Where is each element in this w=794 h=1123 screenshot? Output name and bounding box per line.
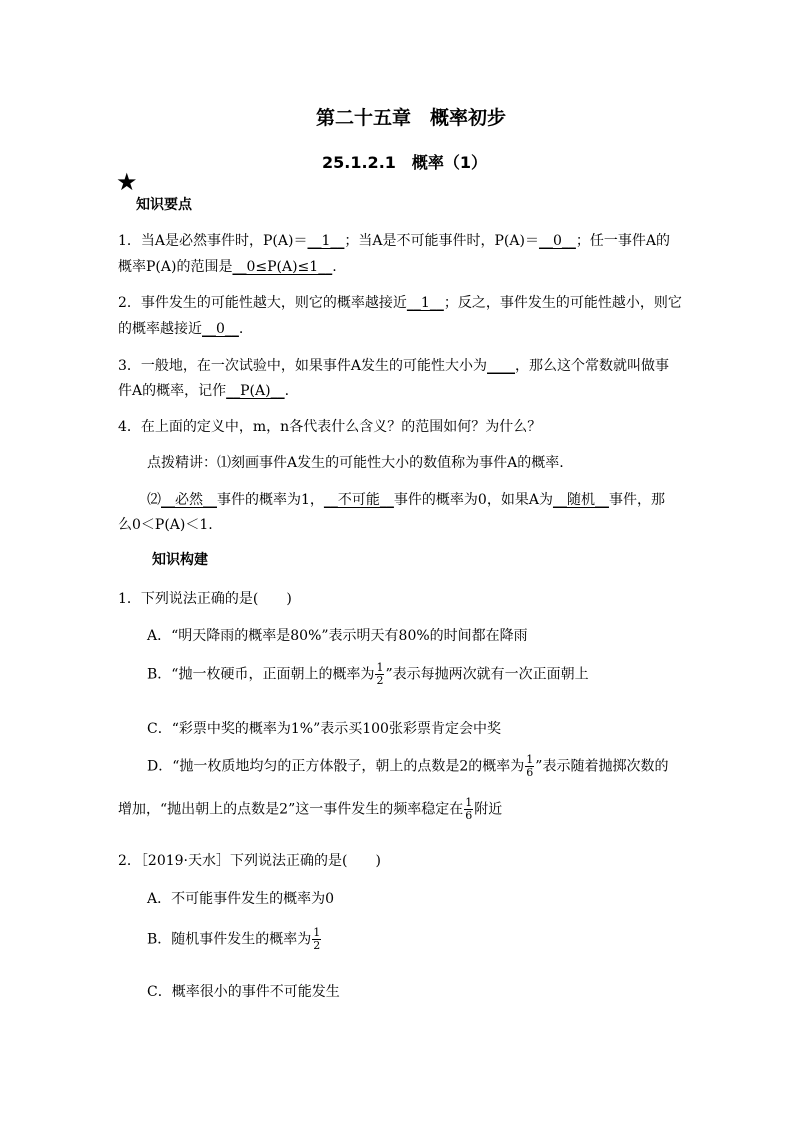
fraction-one-half: $\frac{1}{2}$ — [313, 926, 321, 952]
question-1-option-c: C．“彩票中奖的概率为1%”表示买100张彩票肯定会中奖 — [147, 721, 501, 737]
star-icon: ★ — [116, 168, 138, 196]
tip-line-2-cont: 么0＜P(A)＜1. — [118, 517, 213, 533]
knowledge-point-1-cont: 概率P(A)的范围是__0≤P(A)≤1__. — [118, 259, 337, 275]
question-2-option-b: B．随机事件发生的概率为 $\frac{1}{2}$ — [147, 926, 321, 952]
question-1-option-a: A．“明天降雨的概率是80%”表示明天有80%的时间都在降雨 — [147, 628, 528, 644]
knowledge-building-heading: 知识构建 — [152, 552, 208, 568]
knowledge-point-2: 2．事件发生的可能性越大，则它的概率越接近__1__；反之，事件发生的可能性越小，则它 — [118, 295, 682, 311]
question-1-stem: 1．下列说法正确的是( ) — [118, 591, 292, 607]
section-subtitle: 25.1.2.1 概率（1） — [322, 153, 488, 172]
fraction-one-sixth: $\frac{1}{6}$ — [526, 753, 534, 779]
question-1-option-d-cont: 增加，“抛出朝上的点数是2”这一事件发生的频率稳定在 $\frac{1}{6}$ 附近 — [118, 796, 503, 822]
question-1-option-d: D．“抛一枚质地均匀的正方体骰子，朝上的点数是2的概率为 $\frac{1}{6}$ ”表示随着抛掷次数的 — [147, 753, 669, 779]
knowledge-point-4: 4．在上面的定义中，m，n各代表什么含义？的范围如何？为什么？ — [118, 419, 542, 435]
fraction-one-half: $\frac{1}{2}$ — [376, 661, 384, 687]
knowledge-point-3-cont: 件A的概率，记作__P(A)__. — [118, 383, 290, 399]
fraction-one-sixth: $\frac{1}{6}$ — [465, 796, 473, 822]
tip-line-2: ⑵__必然__事件的概率为1，__不可能__事件的概率为0，如果A为__随机__事件，那 — [147, 492, 665, 508]
knowledge-point-1: 1．当A是必然事件时，P(A)＝__1__；当A是不可能事件时，P(A)＝__0__；任一事件A的 — [118, 233, 671, 249]
knowledge-points-heading: 知识要点 — [136, 197, 192, 213]
knowledge-point-2-cont: 的概率越接近__0__. — [118, 321, 244, 337]
question-2-option-c: C．概率很小的事件不可能发生 — [147, 984, 340, 1000]
question-2-stem: 2．［2019·天水］下列说法正确的是( ) — [118, 853, 381, 869]
question-1-option-b: B．“抛一枚硬币，正面朝上的概率为 $\frac{1}{2}$ ”表示每抛两次就有一次正面朝上 — [147, 661, 589, 687]
page-title: 第二十五章 概率初步 — [316, 107, 507, 129]
tip-line-1: 点拨精讲：⑴刻画事件A发生的可能性大小的数值称为事件A的概率. — [147, 455, 564, 471]
knowledge-point-3: 3．一般地，在一次试验中，如果事件A发生的可能性大小为____，那么这个常数就叫做事 — [118, 358, 670, 374]
question-2-option-a: A．不可能事件发生的概率为0 — [147, 891, 335, 907]
